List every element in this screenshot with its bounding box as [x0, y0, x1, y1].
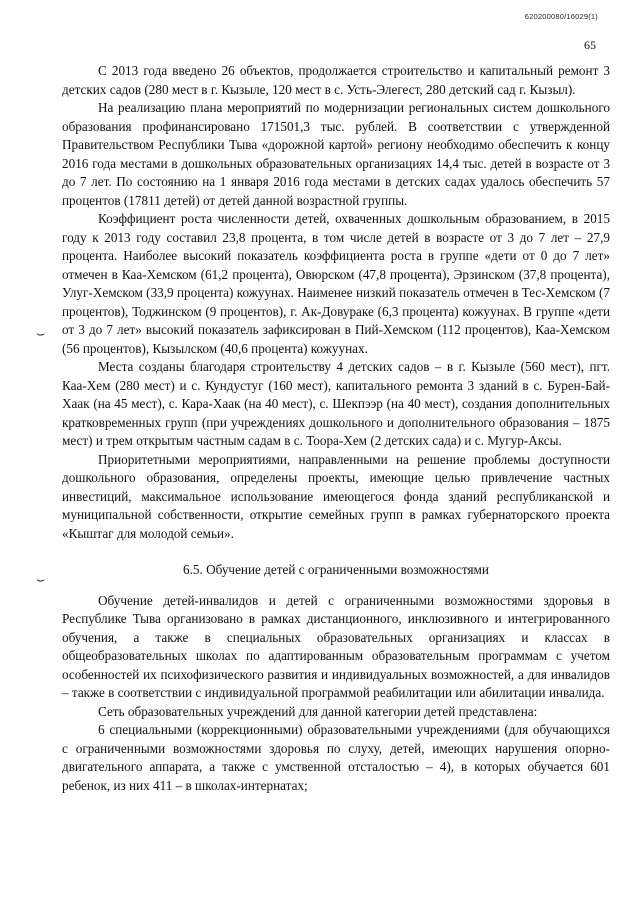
paragraph-3: Коэффициент роста численности детей, охваченных дошкольным образованием, в 2015 году к 2013 году составил 23,8 процента, в том числе детей в возрасте от 3 до 7 лет – 27,9 процента. Наиболее высокий показатель коэффициента роста в группе «дети от 0 до 7 лет» отмечен в Каа-Хемском (61,2 процента), Овюрском (47,8 процента), Эрзинском (37,8 процента), Улуг-Хемском (33,9 процента) кожуунах. Наименее низкий показатель отмечен в Тес-Хемском (7 процентов), Тоджинском (9 процентов), г. Ак-Довураке (6,3 процента) кожуунах. В группе «дети от 3 до 7 лет» высокий показатель зафиксирован в Пий-Хемском (112 процентов), Каа-Хемском (56 процентов), Кызылском (40,6 процента) кожуунах. — [62, 211, 610, 356]
paragraph-1: С 2013 года введено 26 объектов, продолжается строительство и капитальный ремонт 3 детских садов (280 мест в г. Кызыле, 120 мест в с. Усть-Элегест, 280 детский сад г. Кызыл). — [62, 63, 610, 97]
page-body — [62, 62, 610, 795]
page-number: 65 — [584, 38, 596, 52]
section-paragraph-2: Сеть образовательных учреждений для данной категории детей представлена: — [98, 703, 538, 719]
margin-mark-1: ⌣ — [36, 327, 46, 342]
paragraph-5: Приоритетными мероприятиями, направленными на решение проблемы доступности дошкольного образования, определены проекты, имеющие целью привлечение частных инвестиций, максимальное использование имеющегося фонда зданий республиканской и муниципальной собственности, открытие семейных групп в рамках губернаторского проекта «Кыштаг для молодой семьи». — [62, 451, 610, 541]
paragraph-4: Места созданы благодаря строительству 4 детских садов – в г. Кызыле (560 мест), пгт. Каа-Хем (280 мест) и с. Кундустуг (160 мест), капитального ремонта 3 зданий в с. Бурен-Бай-Хаак (на 45 мест), с. Кара-Хаак (на 40 мест), с. Шекпээр (на 40 мест), создания дополнительных кратковременных групп (при учреждениях дошкольного и дополнительного образования – 1875 мест) и трем открытым частным садам в с. Тоора-Хем (2 детских сада) и с. Мугур-Аксы. — [62, 359, 610, 448]
section-paragraph-3: 6 специальными (коррекционными) образовательными учреждениями (для обучающихся с ограниченными возможностями здоровья по слуху, детей, имеющих нарушения опорно-двигательного аппарата, а также с умственной отсталостью – 4), в которых обучается 601 ребенок, из них 411 – в школах-интернатах; — [62, 722, 610, 793]
paragraph-2: На реализацию плана мероприятий по модернизации региональных систем дошкольного образования профинансировано 171501,3 тыс. рублей. В соответствии с утвержденной Правительством Республики Тыва «дорожной картой» региону необходимо обеспечить к концу 2016 года местами в дошкольных образовательных организациях 14,4 тыс. детей в возрасте от 3 до 7 лет. По состоянию на 1 января 2016 года местами в детских садах удалось обеспечить 57 процентов (17811 детей) от детей данной возрастной группы. — [62, 100, 610, 208]
section-paragraph-1: Обучение детей-инвалидов и детей с ограниченными возможностями здоровья в Республике Тыва организовано в рамках дистанционного, инклюзивного и интегрированного обучения, а также в специальных образовательных организациях и классах в общеобразовательных школах по адаптированным образовательным программам с учетом особенностей их психофизического развития и индивидуальных возможностей, а для инвалидов – также в соответствии с индивидуальной программой реабилитации или абилитации инвалида. — [62, 592, 610, 700]
doc-id: 620200080/16029(1) — [524, 12, 598, 21]
section-heading: 6.5. Обучение детей с ограниченными возможностями — [183, 562, 489, 577]
margin-mark-2: ⌣ — [36, 573, 46, 588]
